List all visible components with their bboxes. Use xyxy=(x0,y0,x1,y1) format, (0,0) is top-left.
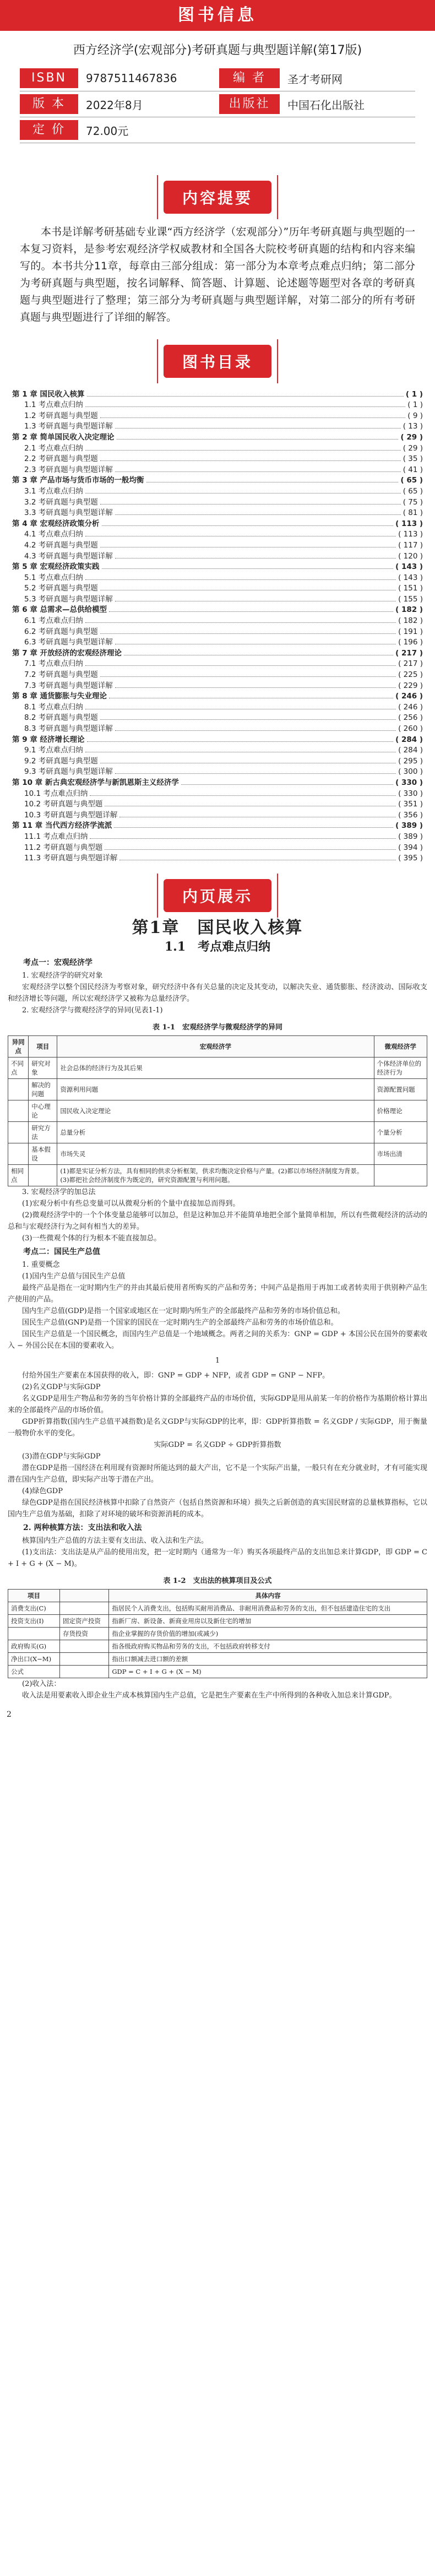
toc-leader-dots xyxy=(102,568,394,569)
paragraph: (4)绿色GDP xyxy=(22,1487,63,1496)
toc-section-row xyxy=(12,420,423,431)
toc-leader-dots xyxy=(115,687,396,688)
paragraph: 国民生产总值(GNP)是指一个国家的国民在一定时期内生产的全部最终产品和劳务的市场价值总和。 xyxy=(22,1319,338,1327)
toc-label: 6.2 考研真题与典型题 xyxy=(24,627,98,636)
toc-page-number: ( 191 ) xyxy=(398,627,423,636)
table-cell: 净出口(X−M) xyxy=(8,1653,60,1666)
table-row xyxy=(8,1640,427,1653)
toc-page-number: ( 330 ) xyxy=(398,789,423,798)
toc-chapter-row xyxy=(12,776,423,787)
toc-page-number: ( 81 ) xyxy=(403,508,423,518)
paragraph: 付给外国生产要素在本国获得的收入，即：GNP = GDP + NFP，或者 GDP = GNP − NFP。 xyxy=(22,1371,330,1380)
table-cell: 公式 xyxy=(8,1666,60,1678)
toc-page-number: ( 246 ) xyxy=(398,702,423,712)
toc-label: 5.2 考研真题与典型题 xyxy=(24,584,98,593)
toc-section-row xyxy=(12,636,423,647)
table-row xyxy=(8,1615,427,1628)
toc-section-row xyxy=(12,614,423,625)
toc-label: 8.2 考研真题与典型题 xyxy=(24,713,98,723)
toc-section-row xyxy=(12,496,423,507)
toc-label: 第 11 章 当代西方经济学流派 xyxy=(12,821,112,831)
paragraph: (3)一些微观个体的行为根本不能直接加总。 xyxy=(22,1234,161,1243)
toc-section-row xyxy=(12,399,423,410)
toc-section-row xyxy=(12,798,423,809)
toc-section-row xyxy=(12,463,423,474)
intro-heading-label: 内容提要 xyxy=(164,181,271,214)
toc-leader-dots xyxy=(87,741,394,742)
toc-label: 11.2 考研真题与典型题 xyxy=(24,843,103,852)
toc-leader-dots xyxy=(115,471,401,472)
toc-leader-dots xyxy=(102,525,394,526)
toc-label: 2.1 考点难点归纳 xyxy=(24,443,83,453)
toc-label: 7.3 考研真题与典型题详解 xyxy=(24,681,113,690)
toc-label: 7.2 考研真题与典型题 xyxy=(24,670,98,680)
table-cell xyxy=(8,1143,29,1165)
table-of-contents xyxy=(12,388,423,863)
toc-section-row xyxy=(12,830,423,841)
toc-leader-dots xyxy=(114,827,393,828)
intro-text: 本书是详解考研基础专业课“西方经济学（宏观部分）”历年考研真题与典型题的一本复习资料，是参考宏观经济学权威教材和全国各大院校考研真题的结构和内容来编写的。本书共分11章，每章由三部分组成：第一部分为本章考点难点归纳；第二部分为考研真题与典型题，按名词解释、简答题、计算题、论述题等题型对各章的考研真题与典型题进行了整理；第三部分为考研真题与典型题详解，对第二部分的所有考研真题与典型题进行了详细的解答。 xyxy=(20,226,415,323)
toc-page-number: ( 41 ) xyxy=(403,465,423,474)
table-cell: 资源配置问题 xyxy=(374,1079,427,1100)
toc-section-row xyxy=(12,658,423,669)
toc-leader-dots xyxy=(100,504,401,505)
toc-page-number: ( 65 ) xyxy=(400,476,423,485)
toc-page-number: ( 13 ) xyxy=(403,422,423,431)
toc-page-number: ( 256 ) xyxy=(398,713,423,723)
toc-page-number: ( 225 ) xyxy=(398,670,423,680)
table-cell: 指新厂房、新设备、新商业用房以及新住宅的增加 xyxy=(109,1615,427,1628)
toc-page-number: ( 295 ) xyxy=(398,756,423,766)
toc-label: 3.3 考研真题与典型题详解 xyxy=(24,508,113,518)
toc-leader-dots xyxy=(90,795,396,796)
toc-label: 第 5 章 宏观经济政策实践 xyxy=(12,562,100,572)
table-cell: 固定资产投资 xyxy=(59,1615,108,1628)
toc-page-number: ( 113 ) xyxy=(395,519,423,528)
toc-page-number: ( 143 ) xyxy=(398,573,423,582)
toc-page-number: ( 217 ) xyxy=(395,648,423,658)
inner-page-preview xyxy=(8,918,427,1701)
toc-section-row xyxy=(12,722,423,733)
table-cell: 解决的问题 xyxy=(29,1079,57,1100)
toc-page-number: ( 1 ) xyxy=(405,389,423,399)
book-info-banner: 图书信息 xyxy=(0,0,435,31)
table-cell: 价格理论 xyxy=(374,1100,427,1122)
toc-page-number: ( 394 ) xyxy=(398,843,423,852)
table-row xyxy=(8,1653,427,1666)
table-cell xyxy=(8,1079,29,1100)
footer-page-number: 2 xyxy=(7,1710,12,1720)
toc-section-row xyxy=(12,712,423,723)
toc-leader-dots xyxy=(85,450,401,451)
toc-page-number: ( 389 ) xyxy=(395,821,423,831)
toc-chapter-row xyxy=(12,517,423,528)
toc-section-row xyxy=(12,550,423,561)
toc-label: 10.1 考点难点归纳 xyxy=(24,789,88,798)
table-cell xyxy=(374,1165,427,1186)
table-cell: 指企业掌握的存货价值的增加(或减少) xyxy=(109,1628,427,1640)
isbn-value: 9787511467836 xyxy=(86,72,177,85)
toc-chapter-row xyxy=(12,431,423,442)
toc-label: 5.1 考点难点归纳 xyxy=(24,573,83,582)
paragraph: 名义GDP是用生产物品和劳务的当年价格计算的全部最终产品的市场价值，实际GDP是用从前某一年的价格作为基期价格计算出来的全部最终产品的市场价值。 xyxy=(8,1395,427,1415)
table-row xyxy=(8,1666,427,1678)
table-cell: 相同点 xyxy=(8,1165,29,1186)
toc-page-number: ( 120 ) xyxy=(398,551,423,561)
toc-label: 1.2 考研真题与典型题 xyxy=(24,411,98,420)
table-cell xyxy=(59,1653,108,1666)
toc-section-row xyxy=(12,679,423,690)
toc-leader-dots xyxy=(100,676,396,677)
toc-page-number: ( 35 ) xyxy=(403,454,423,464)
table-cell: 基本假设 xyxy=(29,1143,57,1165)
toc-label: 7.1 考点难点归纳 xyxy=(24,659,83,669)
info-row-edition xyxy=(20,91,415,117)
toc-page-number: ( 229 ) xyxy=(398,681,423,690)
section-title: 1.1 考点难点归纳 xyxy=(164,940,271,955)
toc-leader-dots xyxy=(115,773,396,774)
toc-leader-dots xyxy=(90,838,396,839)
toc-label: 8.1 考点难点归纳 xyxy=(24,702,83,712)
table-caption: 表 1-1 宏观经济学与微观经济学的异同 xyxy=(152,1023,282,1032)
paragraph: 绿色GDP是指在国民经济核算中扣除了自然资产（包括自然资源和环境）损失之后新创造的真实国民财富的总量核算指标，它以国内生产总值为基础，扣除了对环境的破坏和资源消耗的成本。 xyxy=(8,1499,427,1519)
price-value: 72.00元 xyxy=(86,124,129,138)
publisher-label: 出版社 xyxy=(219,94,280,114)
table-row xyxy=(8,1628,427,1640)
toc-chapter-row xyxy=(12,647,423,658)
toc-section-row xyxy=(12,701,423,712)
page-number: 1 xyxy=(215,1357,220,1365)
toc-leader-dots xyxy=(87,396,404,397)
paragraph: (3)潜在GDP与实际GDP xyxy=(22,1452,101,1461)
table-cell: 指各级政府购买物品和劳务的支出，不包括政府转移支付 xyxy=(109,1640,427,1653)
table-row xyxy=(8,1057,427,1079)
info-row-price xyxy=(20,117,415,143)
table-cell: 个量分析 xyxy=(374,1122,427,1143)
book-info-grid xyxy=(20,66,415,143)
table-header-cell: 异同点 xyxy=(8,1036,29,1057)
intro-section xyxy=(0,224,435,326)
key-point-heading: 2. 两种核算方法：支出法和收入法 xyxy=(23,1523,142,1533)
toc-label: 11.3 考研真题与典型题详解 xyxy=(24,854,118,863)
toc-chapter-row xyxy=(12,690,423,701)
table-row xyxy=(8,1143,427,1165)
toc-label: 第 2 章 简单国民收入决定理论 xyxy=(12,432,115,442)
toc-page-number: ( 151 ) xyxy=(398,584,423,593)
table-cell xyxy=(29,1165,57,1186)
table-header-cell: 项目 xyxy=(29,1036,57,1057)
toc-leader-dots xyxy=(117,439,399,440)
toc-leader-dots xyxy=(181,784,393,785)
table-header-row xyxy=(8,1036,427,1057)
toc-page-number: ( 196 ) xyxy=(398,638,423,647)
toc-page-number: ( 29 ) xyxy=(403,443,423,453)
table-cell: 指出口额减去进口额的差额 xyxy=(109,1653,427,1666)
toc-section-row xyxy=(12,571,423,582)
table-cell: 政府购买(G) xyxy=(8,1640,60,1653)
toc-section-row xyxy=(12,841,423,852)
toc-section-row xyxy=(12,755,423,766)
toc-leader-dots xyxy=(100,460,401,461)
toc-leader-dots xyxy=(85,406,406,407)
toc-section-row xyxy=(12,453,423,464)
toc-label: 8.3 考研真题与典型题详解 xyxy=(24,724,113,733)
expenditure-table xyxy=(8,1589,427,1678)
table-cell: 存货投资 xyxy=(59,1628,108,1640)
toc-label: 第 6 章 总需求—总供给模型 xyxy=(12,605,107,615)
toc-section-row xyxy=(12,852,423,863)
paragraph: 1. 宏观经济学的研究对象 xyxy=(22,972,103,980)
table-cell: 总量分析 xyxy=(57,1122,374,1143)
toc-label: 第 10 章 新古典宏观经济学与新凯恩斯主义经济学 xyxy=(12,778,179,787)
key-point-heading: 考点一：宏观经济学 xyxy=(23,958,93,968)
toc-leader-dots xyxy=(85,665,396,666)
paragraph: 最终产品是指在一定时期内生产的并由其最后使用者所购买的产品和劳务；中间产品是指用于再加工或者转卖用于供别种产品生产使用的产品。 xyxy=(8,1284,427,1304)
paragraph: (1)国内生产总值与国民生产总值 xyxy=(22,1272,126,1281)
paragraph: GDP折算指数(国内生产总值平减指数)是名义GDP与实际GDP的比率，即：GDP折算指数 = 名义GDP / 实际GDP，用于衡量一般物价水平的变化。 xyxy=(8,1418,427,1438)
toc-label: 第 4 章 宏观经济政策分析 xyxy=(12,519,100,528)
table-row xyxy=(8,1079,427,1100)
table-cell xyxy=(8,1628,60,1640)
toc-heading-label: 图书目录 xyxy=(164,345,271,378)
table-header-cell: 宏观经济学 xyxy=(57,1036,374,1057)
paragraph: 宏观经济学以整个国民经济为考察对象，研究经济中各有关总量的决定及其变动，以解决失业、通货膨胀、经济波动、国际收支和经济增长等问题，所以宏观经济学又被称为总量经济学。 xyxy=(8,983,427,1004)
table-header-row xyxy=(8,1590,427,1602)
toc-leader-dots xyxy=(105,849,396,850)
paragraph: 1. 重要概念 xyxy=(22,1261,60,1270)
toc-page-number: ( 143 ) xyxy=(395,562,423,572)
table-cell: 中心理论 xyxy=(29,1100,57,1122)
toc-section-row xyxy=(12,593,423,604)
toc-label: 第 3 章 产品市场与货币市场的一般均衡 xyxy=(12,476,144,485)
toc-leader-dots xyxy=(100,633,396,634)
toc-leader-dots xyxy=(115,730,396,731)
toc-label: 1.1 考点难点归纳 xyxy=(24,400,83,410)
table-cell: 消费支出(C) xyxy=(8,1602,60,1615)
chapter-title: 第1章 国民收入核算 xyxy=(132,918,303,938)
toc-page-number: ( 395 ) xyxy=(398,854,423,863)
toc-chapter-row xyxy=(12,820,423,831)
toc-label: 10.3 考研真题与典型题详解 xyxy=(24,810,118,820)
table-header-cell: 具体内容 xyxy=(109,1590,427,1602)
paragraph: 3. 宏观经济学的加总法 xyxy=(22,1188,96,1197)
publisher-value: 中国石化出版社 xyxy=(287,98,365,112)
toc-label: 第 8 章 通货膨胀与失业理论 xyxy=(12,692,107,701)
toc-label: 4.1 考点难点归纳 xyxy=(24,530,83,539)
preview-heading-label: 内页展示 xyxy=(164,879,271,912)
toc-section-row xyxy=(12,582,423,593)
toc-section-row xyxy=(12,485,423,496)
toc-label: 5.3 考研真题与典型题详解 xyxy=(24,594,113,604)
toc-page-number: ( 300 ) xyxy=(398,767,423,777)
book-title: 西方经济学(宏观部分)考研真题与典型题详解(第17版) xyxy=(73,44,362,57)
toc-section-row xyxy=(12,809,423,820)
toc-section-row xyxy=(12,744,423,755)
editor-label: 编 者 xyxy=(219,68,280,88)
toc-section-row xyxy=(12,409,423,420)
toc-page-number: ( 389 ) xyxy=(398,832,423,841)
comparison-table xyxy=(8,1035,427,1186)
toc-page-number: ( 155 ) xyxy=(398,594,423,604)
table-row xyxy=(8,1100,427,1122)
toc-page-number: ( 330 ) xyxy=(395,778,423,787)
toc-label: 11.1 考点难点归纳 xyxy=(24,832,88,841)
paragraph: (2)收入法： xyxy=(22,1680,61,1689)
table-cell: (1)都是实证分析方法，具有相同的供求分析框架，供求均衡决定价格与产量。(2)都以市场经济制度为背景。(3)都把社会经济制度作为既定的，研究资源配置与利用问题。 xyxy=(57,1165,374,1186)
toc-label: 3.1 考点难点归纳 xyxy=(24,486,83,496)
table-header-cell xyxy=(59,1590,108,1602)
toc-section-row xyxy=(12,766,423,777)
table-cell: 不同点 xyxy=(8,1057,29,1079)
toc-page-number: ( 65 ) xyxy=(403,486,423,496)
table-cell: 个体经济单位的经济行为 xyxy=(374,1057,427,1079)
toc-label: 6.3 考研真题与典型题详解 xyxy=(24,638,113,647)
toc-page-number: ( 113 ) xyxy=(398,530,423,539)
paragraph: 国民生产总值是一个国民概念，而国内生产总值是一个地域概念。两者之间的关系为：GNP = GDP + 本国公民在国外的要素收入 − 外国公民在本国的要素收入。 xyxy=(8,1330,427,1351)
toc-label: 第 1 章 国民收入核算 xyxy=(12,389,85,399)
toc-leader-dots xyxy=(115,514,401,515)
table-cell xyxy=(8,1122,29,1143)
table-cell xyxy=(8,1100,29,1122)
price-label: 定 价 xyxy=(20,120,78,140)
toc-page-number: ( 284 ) xyxy=(395,735,423,744)
toc-leader-dots xyxy=(85,622,396,623)
table-cell: 国民收入决定理论 xyxy=(57,1100,374,1122)
toc-label: 第 9 章 经济增长理论 xyxy=(12,735,85,744)
edition-label: 版 本 xyxy=(20,94,78,114)
table-cell: 指居民个人消费支出，包括购买耐用消费品、非耐用消费品和劳务的支出，但不包括建造住宅的支出 xyxy=(109,1602,427,1615)
table-cell: 市场失灵 xyxy=(57,1143,374,1165)
toc-page-number: ( 29 ) xyxy=(400,432,423,442)
toc-leader-dots xyxy=(85,579,396,580)
paragraph: (2)微观经济学中的一个个体变量总能够可以加总，但是这种加总并不能简单地把全部个量简单相加，所以有些微观经济的活动的总和与宏观经济行为之间有相当大的差异。 xyxy=(8,1211,427,1232)
toc-page-number: ( 260 ) xyxy=(398,724,423,733)
toc-leader-dots xyxy=(109,611,393,612)
toc-section-row xyxy=(12,539,423,550)
paragraph: (2)名义GDP与实际GDP xyxy=(22,1383,101,1392)
toc-page-number: ( 217 ) xyxy=(398,659,423,669)
toc-heading xyxy=(0,345,435,378)
table-cell: 市场出清 xyxy=(374,1143,427,1165)
table-cell: 研究对象 xyxy=(29,1057,57,1079)
paragraph: 潜在GDP是指一国经济在利用现有资源时所能达到的最大产出，它不是一个实际产出量，一般只有在充分就业时，才有可能实现潜在国内生产总值，即实际产出等于潜在产出。 xyxy=(8,1464,427,1484)
formula: 实际GDP = 名义GDP ÷ GDP折算指数 xyxy=(154,1441,281,1450)
toc-section-row xyxy=(12,787,423,798)
toc-chapter-row xyxy=(12,561,423,572)
toc-leader-dots xyxy=(100,719,396,720)
paragraph: 2. 宏观经济学与微观经济学的异同(见表1-1) xyxy=(22,1006,163,1015)
paragraph: 国内生产总值(GDP)是指一个国家或地区在一定时期内所生产的全部最终产品和劳务的市场价值总和。 xyxy=(22,1307,345,1316)
toc-page-number: ( 351 ) xyxy=(398,800,423,809)
toc-section-row xyxy=(12,442,423,453)
toc-section-row xyxy=(12,528,423,539)
toc-page-number: ( 284 ) xyxy=(398,746,423,755)
toc-label: 9.1 考点难点归纳 xyxy=(24,746,83,755)
table-cell: GDP = C + I + G + (X − M) xyxy=(109,1666,427,1678)
toc-page-number: ( 1 ) xyxy=(407,400,423,410)
toc-label: 4.3 考研真题与典型题详解 xyxy=(24,551,113,561)
toc-page-number: ( 9 ) xyxy=(407,411,423,420)
paragraph: 核算国内生产总值的方法主要有支出法、收入法和生产法。 xyxy=(22,1537,209,1545)
toc-label: 10.2 考研真题与典型题 xyxy=(24,800,103,809)
toc-section-row xyxy=(12,625,423,636)
table-row xyxy=(8,1165,427,1186)
toc-label: 6.1 考点难点归纳 xyxy=(24,616,83,626)
toc-section-row xyxy=(12,507,423,518)
toc-section-row xyxy=(12,668,423,679)
info-row-isbn xyxy=(20,66,415,91)
table-cell xyxy=(59,1602,108,1615)
table-cell: 社会总体的经济行为及其后果 xyxy=(57,1057,374,1079)
preview-heading xyxy=(0,879,435,912)
edition-value: 2022年8月 xyxy=(86,98,143,112)
toc-label: 3.2 考研真题与典型题 xyxy=(24,497,98,507)
toc-label: 9.3 考研真题与典型题详解 xyxy=(24,767,113,777)
table-header-cell: 项目 xyxy=(8,1590,60,1602)
table-cell: 研究方法 xyxy=(29,1122,57,1143)
toc-label: 9.2 考研真题与典型题 xyxy=(24,756,98,766)
toc-page-number: ( 117 ) xyxy=(398,540,423,550)
toc-chapter-row xyxy=(12,604,423,615)
paragraph: (1)支出法：支出法是从产品的使用出发，把一定时期内（通常为一年）购买各项最终产品的支出加总来计算GDP，即 GDP = C + I + G + (X − M)。 xyxy=(8,1548,427,1569)
toc-page-number: ( 246 ) xyxy=(395,692,423,701)
toc-chapter-row xyxy=(12,733,423,744)
table-cell xyxy=(59,1666,108,1678)
toc-label: 1.3 考研真题与典型题详解 xyxy=(24,422,113,431)
key-point-heading: 考点二：国民生产总值 xyxy=(23,1248,100,1257)
toc-chapter-row xyxy=(12,388,423,399)
toc-label: 2.2 考研真题与典型题 xyxy=(24,454,98,464)
table-row xyxy=(8,1602,427,1615)
editor-value: 圣才考研网 xyxy=(287,72,342,86)
toc-page-number: ( 75 ) xyxy=(403,497,423,507)
toc-chapter-row xyxy=(12,474,423,485)
toc-label: 2.3 考研真题与典型题详解 xyxy=(24,465,113,474)
toc-page-number: ( 356 ) xyxy=(398,810,423,820)
toc-leader-dots xyxy=(100,417,406,418)
paragraph: 收入法是用要素收入即企业生产成本核算国内生产总值，它是把生产要素在生产中所得到的各种收入加总来计算GDP。 xyxy=(22,1691,396,1700)
table-cell xyxy=(59,1640,108,1653)
table-cell: 资源利用问题 xyxy=(57,1079,374,1100)
toc-page-number: ( 182 ) xyxy=(398,616,423,626)
toc-page-number: ( 182 ) xyxy=(395,605,423,615)
isbn-label: ISBN xyxy=(20,68,78,88)
table-caption: 表 1-2 支出法的核算项目及公式 xyxy=(163,1577,272,1586)
table-row xyxy=(8,1122,427,1143)
table-header-cell: 微观经济学 xyxy=(374,1036,427,1057)
table-cell: 投资支出(I) xyxy=(8,1615,60,1628)
toc-label: 第 7 章 开放经济的宏观经济理论 xyxy=(12,648,122,658)
toc-leader-dots xyxy=(115,428,401,429)
paragraph: (1)宏观分析中有些总变量可以从微观分析的个量中直接加总而得到。 xyxy=(22,1200,240,1208)
intro-heading xyxy=(0,181,435,214)
toc-label: 4.2 考研真题与典型题 xyxy=(24,540,98,550)
